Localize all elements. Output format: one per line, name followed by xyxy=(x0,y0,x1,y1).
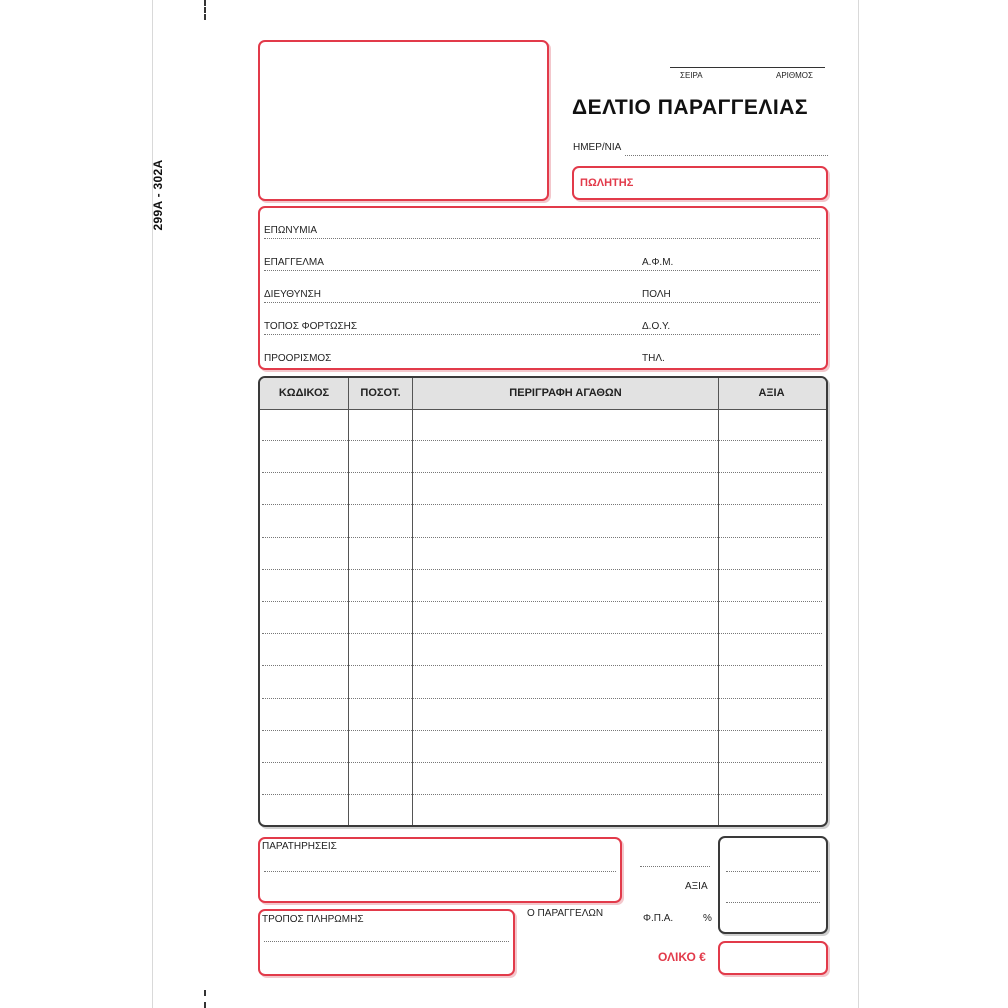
customer-box xyxy=(258,206,828,370)
name-field[interactable] xyxy=(264,238,820,239)
table-row-line[interactable] xyxy=(262,762,822,763)
payment-method-line xyxy=(264,941,509,942)
table-row-line[interactable] xyxy=(262,504,822,505)
address-city-field[interactable] xyxy=(264,302,820,303)
column-header-description: ΠΕΡΙΓΡΑΦΗ ΑΓΑΘΩΝ xyxy=(509,387,622,399)
payment-method-box[interactable] xyxy=(258,909,515,976)
totals-line xyxy=(726,871,820,872)
series-label: ΣΕΙΡΑ xyxy=(680,71,703,80)
date-field[interactable] xyxy=(625,155,828,156)
table-row-line[interactable] xyxy=(262,665,822,666)
remarks-box[interactable] xyxy=(258,837,622,903)
table-row-line[interactable] xyxy=(262,698,822,699)
phone-label: ΤΗΛ. xyxy=(642,353,665,364)
totals-box[interactable] xyxy=(718,836,828,934)
name-label: ΕΠΩΝΥΜΙΑ xyxy=(264,225,318,236)
profession-label: ΕΠΑΓΓΕΛΜΑ xyxy=(264,257,324,268)
seller-box[interactable] xyxy=(572,166,828,200)
table-row-line[interactable] xyxy=(262,794,822,795)
value-label: ΑΞΙΑ xyxy=(685,881,708,892)
grand-total-label: ΟΛΙΚΟ € xyxy=(658,950,706,964)
table-row-line[interactable] xyxy=(262,472,822,473)
profession-vat-field[interactable] xyxy=(264,270,820,271)
remarks-line xyxy=(264,871,616,872)
perforation-top xyxy=(204,0,206,20)
city-label: ΠΟΛΗ xyxy=(642,289,671,300)
totals-line xyxy=(726,902,820,903)
totals-dotted-line xyxy=(640,866,710,867)
vat-label: Φ.Π.Α. xyxy=(643,913,674,924)
table-row-line[interactable] xyxy=(262,537,822,538)
remarks-label: ΠΑΡΑΤΗΡΗΣΕΙΣ xyxy=(262,841,337,852)
loading-place-label: ΤΟΠΟΣ ΦΟΡΤΩΣΗΣ xyxy=(264,321,358,332)
destination-label: ΠΡΟΟΡΙΣΜΟΣ xyxy=(264,353,332,364)
table-row-line[interactable] xyxy=(262,633,822,634)
payment-method-label: ΤΡΟΠΟΣ ΠΛΗΡΩΜΗΣ xyxy=(262,914,364,925)
table-row-line[interactable] xyxy=(262,601,822,602)
percent-label: % xyxy=(703,913,712,924)
table-row-line[interactable] xyxy=(262,569,822,570)
document-title: ΔΕΛΤΙΟ ΠΑΡΑΓΓΕΛΙΑΣ xyxy=(572,96,809,119)
series-number-line xyxy=(670,67,825,68)
vat-number-label: Α.Φ.Μ. xyxy=(642,257,674,268)
orderer-label: Ο ΠΑΡΑΓΓΕΛΩΝ xyxy=(527,908,604,919)
loading-tax-office-field[interactable] xyxy=(264,334,820,335)
column-header-code: ΚΩΔΙΚΟΣ xyxy=(278,387,330,399)
grand-total-box[interactable] xyxy=(718,941,828,975)
address-label: ΔΙΕΥΘΥΝΣΗ xyxy=(264,289,321,300)
number-label: ΑΡΙΘΜΟΣ xyxy=(776,71,813,80)
date-label: ΗΜΕΡ/ΝΙΑ xyxy=(573,142,622,153)
perforation-bottom xyxy=(204,990,206,1008)
table-row-line[interactable] xyxy=(262,440,822,441)
column-header-quantity: ΠΟΣΟΤ. xyxy=(360,387,401,399)
seller-label: ΠΩΛΗΤΗΣ xyxy=(580,177,634,189)
form-code: 299A - 302A xyxy=(151,159,165,231)
issuer-box[interactable] xyxy=(258,40,549,201)
tax-office-label: Δ.Ο.Υ. xyxy=(642,321,671,332)
column-header-value: ΑΞΙΑ xyxy=(758,387,785,399)
table-row-line[interactable] xyxy=(262,730,822,731)
